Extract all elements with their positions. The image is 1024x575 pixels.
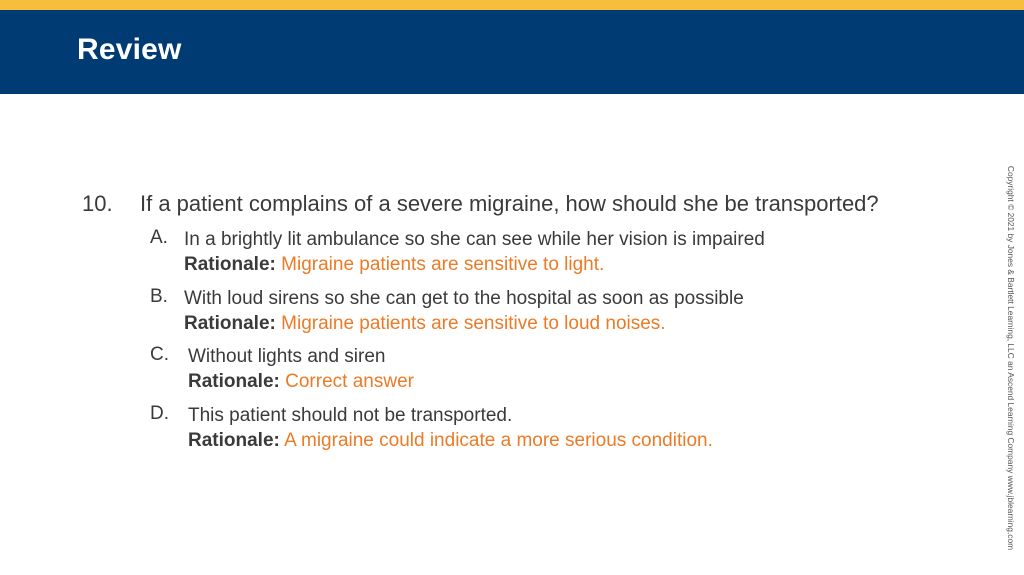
slide-title: Review — [77, 33, 182, 66]
option-text: This patient should not be transported. — [188, 404, 513, 426]
option-c — [150, 344, 950, 403]
option-text: In a brightly lit ambulance so she can see while her vision is impaired — [184, 229, 765, 250]
rationale-label: Rationale: — [188, 371, 280, 392]
rationale-text: A migraine could indicate a more serious condition. — [284, 429, 713, 451]
rationale-text: Migraine patients are sensitive to loud noises. — [281, 312, 666, 334]
option-rationale — [188, 369, 414, 395]
rationale-text: Migraine patients are sensitive to light. — [281, 254, 605, 275]
question-number: 10. — [82, 191, 113, 216]
accent-stripe — [0, 0, 1024, 10]
option-rationale — [184, 311, 744, 337]
question-text: If a patient complains of a severe migraine, how should she be transported? — [140, 191, 879, 216]
option-a — [150, 227, 950, 286]
rationale-label: Rationale: — [184, 254, 276, 275]
rationale-label: Rationale: — [188, 429, 280, 451]
option-text: Without lights and siren — [188, 346, 386, 367]
option-d — [150, 403, 950, 462]
option-letter: B. — [150, 285, 168, 307]
option-b — [150, 286, 950, 345]
rationale-label: Rationale: — [184, 312, 276, 334]
option-letter: A. — [150, 227, 168, 248]
option-rationale — [184, 252, 765, 278]
option-rationale — [188, 428, 713, 454]
option-text: With loud sirens so she can get to the hospital as soon as possible — [184, 287, 744, 309]
option-letter: C. — [150, 344, 169, 365]
rationale-text: Correct answer — [285, 371, 414, 392]
copyright-notice: Copyright © 2021 by Jones & Bartlett Learning, LLC an Ascend Learning Company www.jblearning.com — [1006, 165, 1016, 551]
question — [82, 191, 879, 217]
option-letter: D. — [150, 402, 169, 424]
answer-options — [150, 227, 950, 461]
